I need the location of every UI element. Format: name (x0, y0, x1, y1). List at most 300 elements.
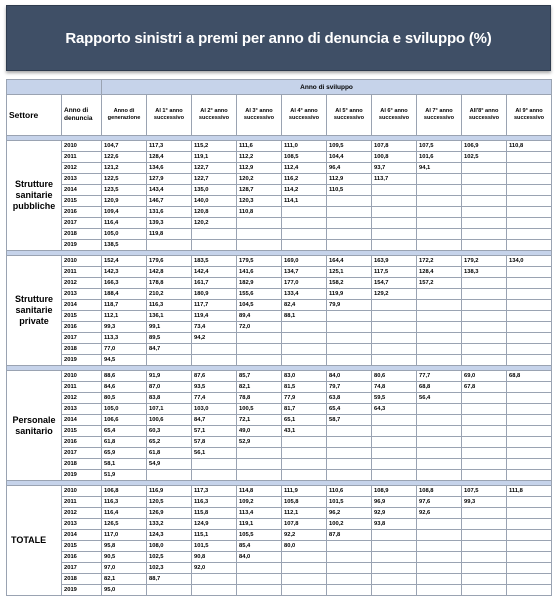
sector-label: TOTALE (7, 486, 62, 596)
table-row (7, 152, 552, 163)
value-cell: 117,7 (192, 300, 237, 311)
value-cell: 87,6 (192, 371, 237, 382)
value-cell: 140,0 (192, 196, 237, 207)
value-cell: 163,9 (372, 256, 417, 267)
year-cell: 2011 (62, 267, 102, 278)
year-cell: 2019 (62, 585, 102, 596)
value-cell: 65,1 (282, 415, 327, 426)
value-cell: 93,5 (192, 382, 237, 393)
value-cell (507, 289, 552, 300)
value-cell (372, 437, 417, 448)
year-cell: 2019 (62, 470, 102, 481)
value-cell: 110,6 (327, 486, 372, 497)
value-cell (327, 563, 372, 574)
value-cell: 94,1 (417, 163, 462, 174)
table-row (7, 585, 552, 596)
value-cell: 177,0 (282, 278, 327, 289)
value-cell (507, 218, 552, 229)
value-cell: 65,4 (327, 404, 372, 415)
value-cell (327, 218, 372, 229)
value-cell: 84,0 (327, 371, 372, 382)
value-cell: 107,8 (372, 141, 417, 152)
value-cell (417, 585, 462, 596)
value-cell (462, 344, 507, 355)
value-cell (462, 574, 507, 585)
value-cell (462, 333, 507, 344)
value-cell: 94,2 (192, 333, 237, 344)
value-cell (507, 393, 552, 404)
value-cell: 120,5 (147, 497, 192, 508)
value-cell (462, 289, 507, 300)
value-cell: 87,0 (147, 382, 192, 393)
year-cell: 2011 (62, 497, 102, 508)
year-cell: 2011 (62, 152, 102, 163)
value-cell (327, 344, 372, 355)
value-cell: 166,3 (102, 278, 147, 289)
year-cell: 2014 (62, 300, 102, 311)
value-cell: 57,1 (192, 426, 237, 437)
value-cell: 110,5 (327, 185, 372, 196)
value-cell (372, 574, 417, 585)
table-row (7, 218, 552, 229)
year-cell: 2017 (62, 563, 102, 574)
value-cell (507, 355, 552, 366)
value-cell (327, 322, 372, 333)
value-cell (462, 207, 507, 218)
table-row (7, 289, 552, 300)
table-row (7, 574, 552, 585)
value-cell: 77,4 (192, 393, 237, 404)
table-row (7, 278, 552, 289)
value-cell (327, 426, 372, 437)
table-row (7, 322, 552, 333)
value-cell (462, 322, 507, 333)
year-cell: 2013 (62, 174, 102, 185)
value-cell: 116,4 (102, 508, 147, 519)
value-cell: 92,0 (192, 563, 237, 574)
value-cell (462, 519, 507, 530)
value-cell (327, 229, 372, 240)
value-cell: 72,0 (237, 322, 282, 333)
value-cell (147, 240, 192, 251)
year-cell: 2015 (62, 311, 102, 322)
value-cell (237, 448, 282, 459)
value-cell (507, 519, 552, 530)
value-cell (462, 174, 507, 185)
year-cell: 2013 (62, 289, 102, 300)
value-cell: 77,0 (102, 344, 147, 355)
value-cell: 109,2 (237, 497, 282, 508)
value-cell: 121,2 (102, 163, 147, 174)
value-cell (507, 322, 552, 333)
value-cell: 182,9 (237, 278, 282, 289)
value-cell (282, 470, 327, 481)
year-cell: 2010 (62, 256, 102, 267)
table-row (7, 256, 552, 267)
value-cell: 104,7 (102, 141, 147, 152)
value-cell (417, 448, 462, 459)
value-cell (507, 404, 552, 415)
value-cell (372, 552, 417, 563)
value-cell: 65,9 (102, 448, 147, 459)
value-cell: 124,9 (192, 519, 237, 530)
value-cell (147, 585, 192, 596)
value-cell (417, 322, 462, 333)
value-cell (507, 229, 552, 240)
value-cell: 142,8 (147, 267, 192, 278)
table-row (7, 382, 552, 393)
value-cell (507, 152, 552, 163)
value-cell: 146,7 (147, 196, 192, 207)
value-cell (417, 300, 462, 311)
value-cell (237, 344, 282, 355)
table-row (7, 185, 552, 196)
value-cell: 54,9 (147, 459, 192, 470)
table-row (7, 415, 552, 426)
value-cell: 183,5 (192, 256, 237, 267)
table-row (7, 371, 552, 382)
value-cell (372, 218, 417, 229)
value-cell (462, 404, 507, 415)
value-cell: 158,2 (327, 278, 372, 289)
value-cell: 116,4 (102, 218, 147, 229)
loss-ratio-table (6, 79, 552, 596)
value-cell: 88,7 (147, 574, 192, 585)
year-cell: 2015 (62, 541, 102, 552)
value-cell: 77,9 (282, 393, 327, 404)
value-cell (462, 437, 507, 448)
year-cell: 2018 (62, 574, 102, 585)
value-cell (192, 574, 237, 585)
value-cell (462, 426, 507, 437)
value-cell: 72,1 (237, 415, 282, 426)
value-cell (282, 563, 327, 574)
value-cell (372, 240, 417, 251)
value-cell (372, 207, 417, 218)
value-cell (462, 415, 507, 426)
value-cell: 112,1 (102, 311, 147, 322)
column-header: All'8° anno successivo (462, 95, 507, 136)
value-cell: 101,6 (417, 152, 462, 163)
value-cell (507, 240, 552, 251)
value-cell: 169,0 (282, 256, 327, 267)
value-cell: 56,1 (192, 448, 237, 459)
value-cell: 111,9 (282, 486, 327, 497)
value-cell: 164,4 (327, 256, 372, 267)
value-cell (192, 470, 237, 481)
year-cell: 2019 (62, 240, 102, 251)
table-row (7, 552, 552, 563)
value-cell: 99,1 (147, 322, 192, 333)
table-row (7, 196, 552, 207)
value-cell (462, 355, 507, 366)
table-row (7, 344, 552, 355)
value-cell: 59,5 (372, 393, 417, 404)
value-cell: 79,9 (327, 300, 372, 311)
value-cell (507, 459, 552, 470)
value-cell (462, 541, 507, 552)
year-cell: 2010 (62, 371, 102, 382)
value-cell: 134,7 (282, 267, 327, 278)
year-cell: 2017 (62, 218, 102, 229)
table-row (7, 530, 552, 541)
value-cell (237, 563, 282, 574)
year-cell: 2013 (62, 519, 102, 530)
value-cell: 90,8 (192, 552, 237, 563)
value-cell: 96,9 (372, 497, 417, 508)
value-cell (507, 437, 552, 448)
value-cell (327, 355, 372, 366)
value-cell (237, 229, 282, 240)
value-cell (417, 240, 462, 251)
value-cell: 139,3 (147, 218, 192, 229)
value-cell (192, 240, 237, 251)
value-cell (507, 563, 552, 574)
value-cell: 114,2 (282, 185, 327, 196)
value-cell: 106,9 (462, 141, 507, 152)
page-title: Rapporto sinistri a premi per anno di denuncia e sviluppo (%) (6, 5, 551, 71)
value-cell (462, 552, 507, 563)
value-cell: 102,3 (147, 563, 192, 574)
table-row (7, 163, 552, 174)
value-cell (417, 404, 462, 415)
value-cell (372, 585, 417, 596)
value-cell (327, 470, 372, 481)
value-cell (507, 333, 552, 344)
value-cell (462, 185, 507, 196)
value-cell: 79,7 (327, 382, 372, 393)
value-cell: 73,4 (192, 322, 237, 333)
value-cell (237, 574, 282, 585)
column-header: Al 1° anno successivo (147, 95, 192, 136)
value-cell (507, 508, 552, 519)
table-row (7, 174, 552, 185)
value-cell (417, 541, 462, 552)
table-row (7, 229, 552, 240)
value-cell: 179,5 (237, 256, 282, 267)
value-cell: 81,5 (282, 382, 327, 393)
table-row (7, 448, 552, 459)
value-cell: 128,7 (237, 185, 282, 196)
value-cell: 138,5 (102, 240, 147, 251)
year-cell: 2012 (62, 278, 102, 289)
value-cell: 100,8 (372, 152, 417, 163)
value-cell (282, 459, 327, 470)
value-cell (282, 240, 327, 251)
year-cell: 2012 (62, 508, 102, 519)
value-cell: 154,7 (372, 278, 417, 289)
table-row (7, 486, 552, 497)
value-cell (372, 196, 417, 207)
value-cell: 95,0 (102, 585, 147, 596)
value-cell (417, 333, 462, 344)
value-cell: 84,7 (192, 415, 237, 426)
value-cell: 172,2 (417, 256, 462, 267)
value-cell: 80,6 (372, 371, 417, 382)
value-cell: 51,9 (102, 470, 147, 481)
value-cell: 119,8 (147, 229, 192, 240)
value-cell: 80,5 (102, 393, 147, 404)
value-cell (417, 185, 462, 196)
value-cell: 126,5 (102, 519, 147, 530)
year-cell: 2016 (62, 322, 102, 333)
value-cell: 133,2 (147, 519, 192, 530)
table-row (7, 541, 552, 552)
value-cell: 116,2 (282, 174, 327, 185)
value-cell (462, 163, 507, 174)
value-cell: 133,4 (282, 289, 327, 300)
value-cell: 81,7 (282, 404, 327, 415)
value-cell (327, 585, 372, 596)
value-cell (417, 196, 462, 207)
value-cell (282, 344, 327, 355)
value-cell (507, 530, 552, 541)
year-cell: 2010 (62, 141, 102, 152)
value-cell: 83,0 (282, 371, 327, 382)
value-cell: 116,9 (147, 486, 192, 497)
value-cell (507, 574, 552, 585)
value-cell (462, 530, 507, 541)
value-cell: 65,4 (102, 426, 147, 437)
value-cell (147, 355, 192, 366)
value-cell: 107,1 (147, 404, 192, 415)
year-cell: 2013 (62, 404, 102, 415)
table-row (7, 300, 552, 311)
value-cell: 83,8 (147, 393, 192, 404)
column-header: Al 9° anno successivo (507, 95, 552, 136)
value-cell: 100,6 (147, 415, 192, 426)
value-cell (507, 382, 552, 393)
value-cell: 104,5 (237, 300, 282, 311)
table-row (7, 437, 552, 448)
value-cell: 122,6 (102, 152, 147, 163)
value-cell (327, 541, 372, 552)
value-cell (507, 174, 552, 185)
value-cell (507, 185, 552, 196)
value-cell (507, 278, 552, 289)
value-cell: 82,1 (102, 574, 147, 585)
value-cell (417, 207, 462, 218)
value-cell (417, 344, 462, 355)
value-cell: 117,0 (102, 530, 147, 541)
value-cell: 105,8 (282, 497, 327, 508)
value-cell (192, 355, 237, 366)
value-cell: 102,5 (462, 152, 507, 163)
value-cell: 109,5 (327, 141, 372, 152)
value-cell (372, 448, 417, 459)
value-cell: 129,2 (372, 289, 417, 300)
year-cell: 2010 (62, 486, 102, 497)
value-cell: 128,4 (417, 267, 462, 278)
year-cell: 2011 (62, 382, 102, 393)
value-cell: 58,7 (327, 415, 372, 426)
value-cell (372, 322, 417, 333)
value-cell: 135,0 (192, 185, 237, 196)
value-cell (462, 240, 507, 251)
year-cell: 2017 (62, 333, 102, 344)
value-cell (462, 585, 507, 596)
year-cell: 2019 (62, 355, 102, 366)
value-cell: 67,8 (462, 382, 507, 393)
value-cell (417, 437, 462, 448)
value-cell: 93,7 (372, 163, 417, 174)
value-cell: 110,8 (237, 207, 282, 218)
value-cell (327, 240, 372, 251)
value-cell (417, 311, 462, 322)
value-cell: 210,2 (147, 289, 192, 300)
value-cell (462, 563, 507, 574)
value-cell (327, 552, 372, 563)
value-cell (192, 344, 237, 355)
value-cell: 134,6 (147, 163, 192, 174)
value-cell: 104,4 (327, 152, 372, 163)
value-cell: 122,5 (102, 174, 147, 185)
value-cell (237, 470, 282, 481)
column-header: Al 7° anno successivo (417, 95, 462, 136)
value-cell (462, 459, 507, 470)
value-cell: 99,3 (102, 322, 147, 333)
value-cell: 134,0 (507, 256, 552, 267)
value-cell: 97,6 (417, 497, 462, 508)
value-cell: 113,3 (102, 333, 147, 344)
column-header: Al 6° anno successivo (372, 95, 417, 136)
value-cell (462, 300, 507, 311)
value-cell: 108,0 (147, 541, 192, 552)
table-row (7, 267, 552, 278)
value-cell (192, 585, 237, 596)
table-row (7, 333, 552, 344)
value-cell: 105,5 (237, 530, 282, 541)
value-cell: 89,4 (237, 311, 282, 322)
value-cell (237, 585, 282, 596)
table-row (7, 393, 552, 404)
value-cell (327, 311, 372, 322)
value-cell: 157,2 (417, 278, 462, 289)
value-cell: 105,0 (102, 404, 147, 415)
value-cell: 113,7 (372, 174, 417, 185)
value-cell: 88,1 (282, 311, 327, 322)
table-row (7, 404, 552, 415)
table-row (7, 311, 552, 322)
value-cell (507, 344, 552, 355)
value-cell (282, 207, 327, 218)
value-cell (417, 174, 462, 185)
value-cell: 92,2 (282, 530, 327, 541)
value-cell: 120,8 (192, 207, 237, 218)
column-header: Al 5° anno successivo (327, 95, 372, 136)
value-cell: 77,7 (417, 371, 462, 382)
value-cell (462, 311, 507, 322)
value-cell: 123,5 (102, 185, 147, 196)
value-cell: 107,8 (282, 519, 327, 530)
value-cell (327, 207, 372, 218)
value-cell (237, 218, 282, 229)
value-cell (372, 333, 417, 344)
value-cell: 112,4 (282, 163, 327, 174)
value-cell: 61,8 (147, 448, 192, 459)
table-row (7, 459, 552, 470)
value-cell (372, 459, 417, 470)
value-cell: 179,6 (147, 256, 192, 267)
year-cell: 2015 (62, 196, 102, 207)
value-cell: 100,2 (327, 519, 372, 530)
value-cell: 124,3 (147, 530, 192, 541)
year-cell: 2018 (62, 459, 102, 470)
value-cell (417, 563, 462, 574)
value-cell: 115,8 (192, 508, 237, 519)
value-cell: 126,9 (147, 508, 192, 519)
year-cell: 2012 (62, 393, 102, 404)
